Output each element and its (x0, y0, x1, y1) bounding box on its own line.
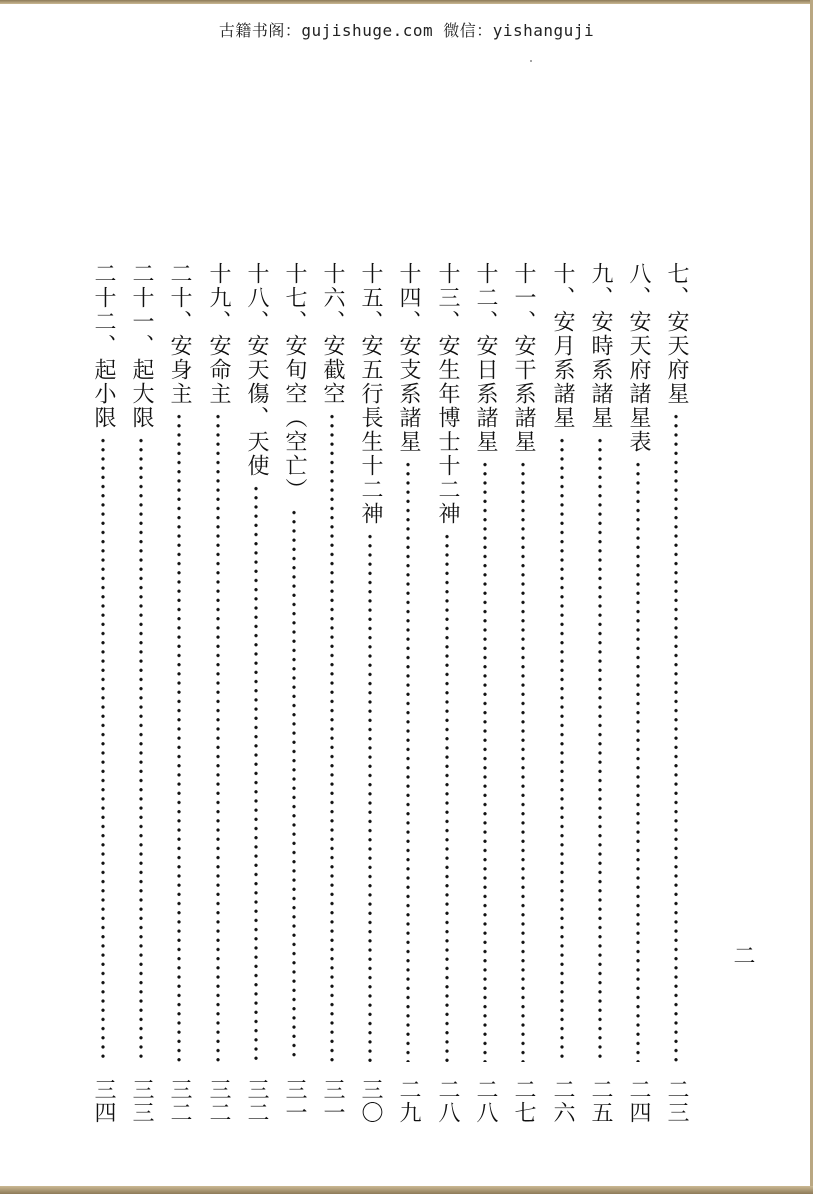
toc-entry-page: 二三 (664, 1078, 689, 1124)
page-folio-number: 二 (730, 944, 755, 966)
toc-entry-title: 十二、安日系諸星 (473, 262, 498, 454)
toc-entry-title: 十九、安命主 (206, 262, 231, 406)
leader-dots (139, 436, 143, 1062)
toc-entry-page: 二八 (435, 1078, 460, 1124)
toc-entry-page: 三二 (206, 1078, 231, 1124)
toc-entry[interactable] (390, 262, 426, 1140)
toc-entry[interactable] (658, 262, 694, 1140)
page-frame-top (0, 0, 813, 4)
toc-entry[interactable] (161, 262, 197, 1140)
toc-entry-title: 二十二、起小限 (91, 262, 116, 430)
toc-entry-page: 三二 (244, 1078, 269, 1124)
watermark-text: 古籍书阁：gujishuge.com 微信：yishanguji (218, 21, 595, 40)
toc-entry-page: 三三 (129, 1078, 154, 1124)
toc-entry-page: 二八 (473, 1078, 498, 1124)
table-of-contents (0, 262, 813, 1152)
page-frame-bottom (0, 1186, 813, 1194)
toc-entry-title: 九、安時系諸星 (588, 262, 613, 430)
leader-dots (101, 436, 105, 1062)
toc-entry[interactable] (85, 262, 121, 1140)
leader-dots (445, 532, 449, 1062)
toc-entry-page: 二七 (511, 1078, 536, 1124)
toc-entry-title: 二十、安身主 (167, 262, 192, 406)
toc-entry-title: 十、安月系諸星 (550, 262, 575, 430)
leader-dots (177, 412, 181, 1062)
toc-entry-title: 二十一、起大限 (129, 262, 154, 430)
toc-entry[interactable] (467, 262, 503, 1140)
toc-entry[interactable] (544, 262, 580, 1140)
toc-entry[interactable] (352, 262, 388, 1140)
toc-entry-page: 三二 (167, 1078, 192, 1124)
leader-dots (598, 436, 602, 1062)
toc-entry-title: 八、安天府諸星表 (626, 262, 651, 454)
toc-entry[interactable] (238, 262, 274, 1140)
leader-dots (636, 460, 640, 1062)
leader-dots (292, 508, 296, 1062)
toc-entry-title: 十六、安截空 (320, 262, 345, 406)
toc-entry-title: 十五、安五行長生十二神 (358, 262, 383, 526)
toc-entry-title: 十八、安天傷、天使 (244, 262, 269, 478)
toc-entry-page: 三一 (320, 1078, 345, 1124)
toc-entry-page: 二五 (588, 1078, 613, 1124)
leader-dots (330, 412, 334, 1062)
toc-entry[interactable] (200, 262, 236, 1140)
toc-entry-page: 三四 (91, 1078, 116, 1124)
leader-dots (674, 412, 678, 1062)
paper-speck (530, 60, 532, 62)
toc-entry-title: 七、安天府星 (664, 262, 689, 406)
leader-dots (368, 532, 372, 1062)
toc-entry[interactable] (429, 262, 465, 1140)
leader-dots (406, 460, 410, 1062)
toc-entry-page: 三〇 (358, 1078, 383, 1124)
toc-entry-title: 十一、安干系諸星 (511, 262, 536, 454)
toc-entry-page: 二四 (626, 1078, 651, 1124)
toc-entry[interactable] (505, 262, 541, 1140)
toc-entry-title: 十七、安旬空（空亡） (282, 262, 307, 502)
toc-entry-page: 二九 (396, 1078, 421, 1124)
toc-entry[interactable] (276, 262, 312, 1140)
toc-entry[interactable] (123, 262, 159, 1140)
toc-entry[interactable] (620, 262, 656, 1140)
toc-entry-title: 十四、安支系諸星 (396, 262, 421, 454)
toc-entry-page: 二六 (550, 1078, 575, 1124)
toc-entry[interactable] (314, 262, 350, 1140)
leader-dots (254, 484, 258, 1062)
toc-entry-page: 三一 (282, 1078, 307, 1124)
leader-dots (560, 436, 564, 1062)
leader-dots (483, 460, 487, 1062)
toc-entry[interactable] (582, 262, 618, 1140)
leader-dots (216, 412, 220, 1062)
leader-dots (521, 460, 525, 1062)
toc-entry-title: 十三、安生年博士十二神 (435, 262, 460, 526)
